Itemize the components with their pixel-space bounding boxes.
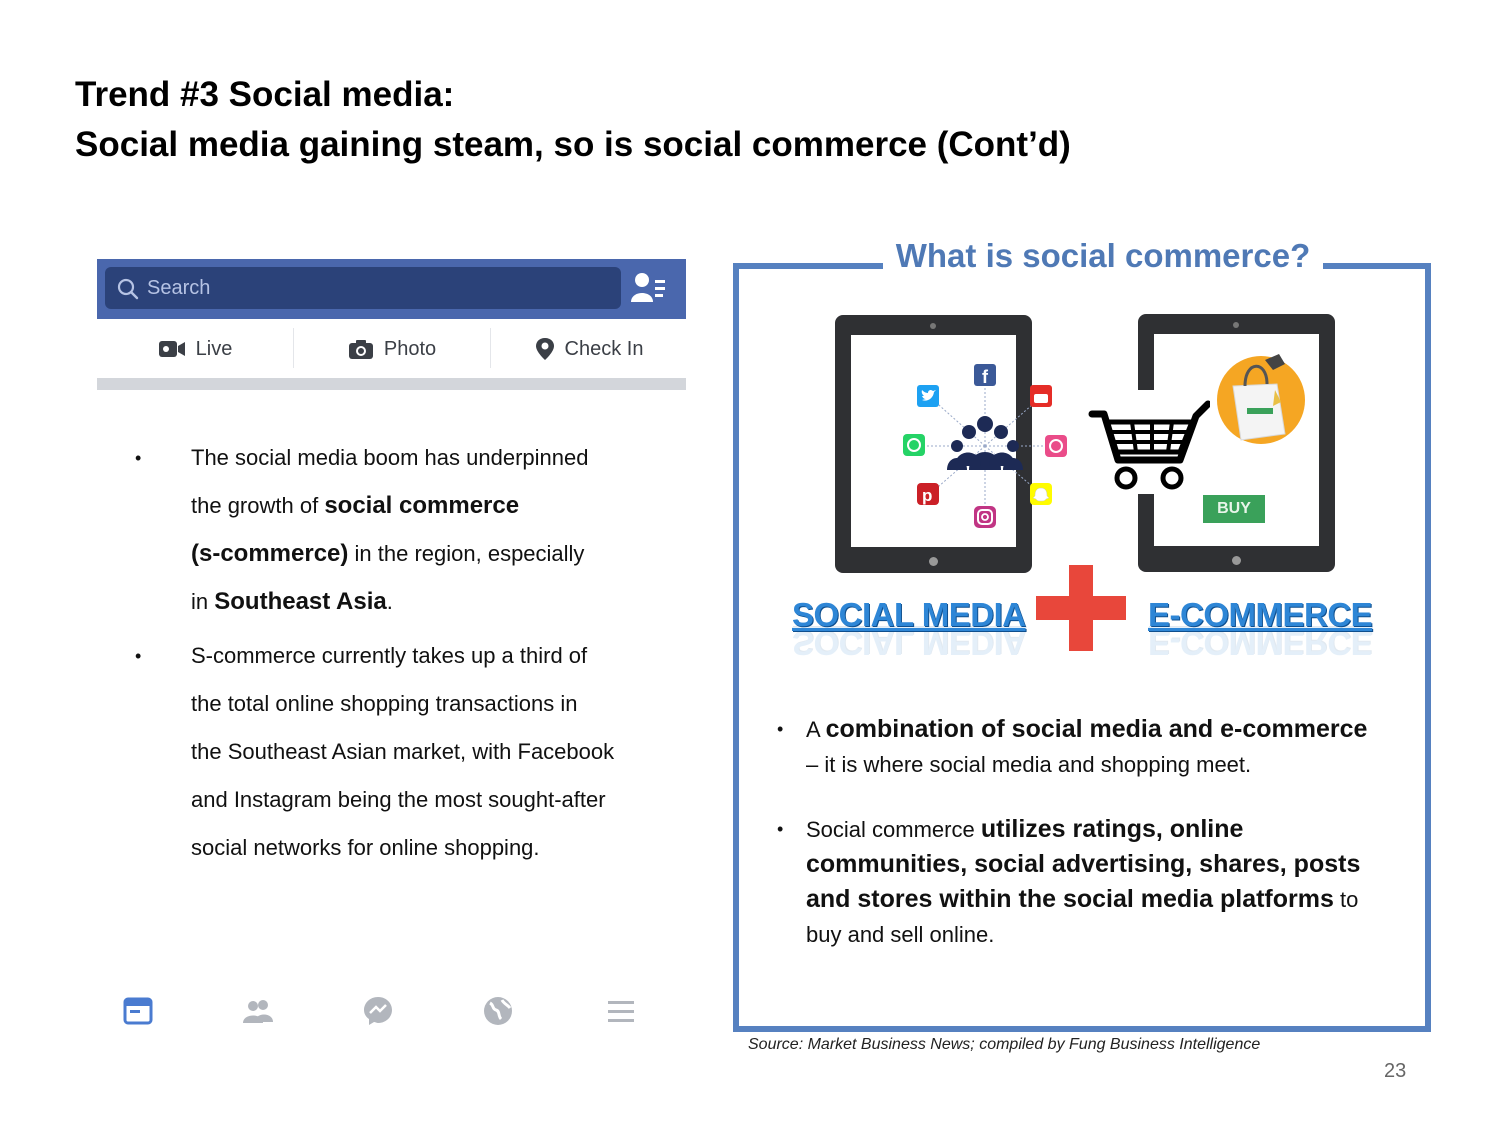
svg-text:p: p (922, 486, 933, 505)
feed-divider (97, 378, 686, 390)
news-feed-icon[interactable] (122, 995, 154, 1027)
messenger-icon[interactable] (362, 995, 394, 1027)
shopping-bag-icon (1215, 350, 1307, 446)
check-in-label: Check In (564, 337, 644, 360)
tablet-home-button (929, 557, 938, 566)
plus-icon (1036, 565, 1126, 651)
tablet-camera (1233, 322, 1239, 328)
box-title: What is social commerce? (895, 237, 1311, 274)
bullet-dot: • (777, 819, 784, 839)
bullet-dot: • (135, 646, 142, 666)
right-bullet-1 (806, 712, 1406, 782)
text: buy and sell online. (806, 922, 995, 947)
text: A (806, 717, 826, 742)
text: and Instagram being the most sought-after (191, 787, 606, 812)
globe-icon[interactable] (482, 995, 514, 1027)
social-media-label: SOCIAL MEDIA (792, 596, 1026, 633)
search-input[interactable] (105, 267, 621, 309)
text: social networks for online shopping. (191, 835, 540, 860)
tablet-home-button (1232, 556, 1241, 565)
svg-text:f: f (982, 367, 988, 387)
text: . (386, 589, 393, 614)
live-label: Live (195, 337, 233, 360)
dribbble-icon (1045, 435, 1067, 457)
bold-text: (s-commerce) (191, 540, 349, 567)
shopping-cart-icon (1088, 396, 1210, 492)
text: to (1333, 887, 1359, 912)
text: Social commerce (806, 817, 981, 842)
check-in-button[interactable] (491, 320, 687, 378)
page-number: 23 (1384, 1060, 1407, 1082)
social-network-illustration (895, 358, 1075, 533)
pinterest-icon (917, 483, 939, 505)
text: in (191, 589, 215, 614)
slide-title (75, 70, 1071, 170)
left-bullet-1 (191, 434, 651, 626)
search-icon (117, 278, 139, 300)
youtube-icon (1030, 385, 1052, 407)
photo-label: Photo (383, 337, 437, 360)
snapchat-icon (1030, 483, 1052, 505)
bold-text: and stores within the social media platforms (806, 885, 1334, 913)
text: – it is where social media and shopping meet. (806, 752, 1252, 777)
left-bullet-2 (191, 632, 661, 872)
box-title-backdrop (883, 236, 1323, 280)
facebook-icon (974, 364, 996, 387)
bold-text: Southeast Asia (214, 588, 387, 615)
whatsapp-icon (903, 434, 925, 456)
ecommerce-label: E-COMMERCE (1148, 596, 1373, 633)
title-line-1: Trend #3 Social media: (75, 75, 455, 114)
title-line-2: Social media gaining steam, so is social commerce (Cont’d) (75, 125, 1071, 164)
location-pin-icon (535, 337, 555, 361)
social-media-label-reflection: SOCIAL MEDIA (792, 625, 1026, 662)
camera-icon (348, 338, 374, 360)
friend-requests-icon[interactable] (629, 270, 669, 306)
bold-text: communities, social advertising, shares, posts (806, 850, 1361, 878)
text: in the region, especially (348, 541, 585, 566)
ecommerce-label-reflection: E-COMMERCE (1148, 625, 1373, 662)
facebook-top-bar (97, 259, 686, 319)
text: the Southeast Asian market, with Facebook (191, 739, 615, 764)
buy-button[interactable]: BUY (1203, 495, 1265, 523)
twitter-icon (917, 385, 939, 407)
video-camera-icon (158, 339, 186, 359)
tablet-camera (930, 323, 936, 329)
bold-text: utilizes ratings, online (980, 815, 1244, 843)
source-note: Source: Market Business News; compiled by Fung Business Intelligence (748, 1036, 1261, 1053)
bullet-dot: • (777, 719, 784, 739)
menu-icon[interactable] (605, 995, 637, 1027)
live-button[interactable] (97, 320, 293, 378)
text: The social media boom has underpinned (191, 445, 589, 470)
composer-actions (97, 320, 686, 378)
photo-button[interactable] (294, 320, 490, 378)
text: S-commerce currently takes up a third of (191, 643, 588, 668)
bold-text: combination of social media and e-commerce (825, 715, 1368, 743)
right-bullet-2 (806, 812, 1406, 952)
search-placeholder: Search (147, 277, 211, 299)
text: the growth of (191, 493, 325, 518)
bold-text: social commerce (324, 492, 520, 519)
friends-icon[interactable] (242, 995, 274, 1027)
text: the total online shopping transactions in (191, 691, 578, 716)
instagram-icon (974, 506, 996, 528)
bullet-dot: • (135, 448, 142, 468)
